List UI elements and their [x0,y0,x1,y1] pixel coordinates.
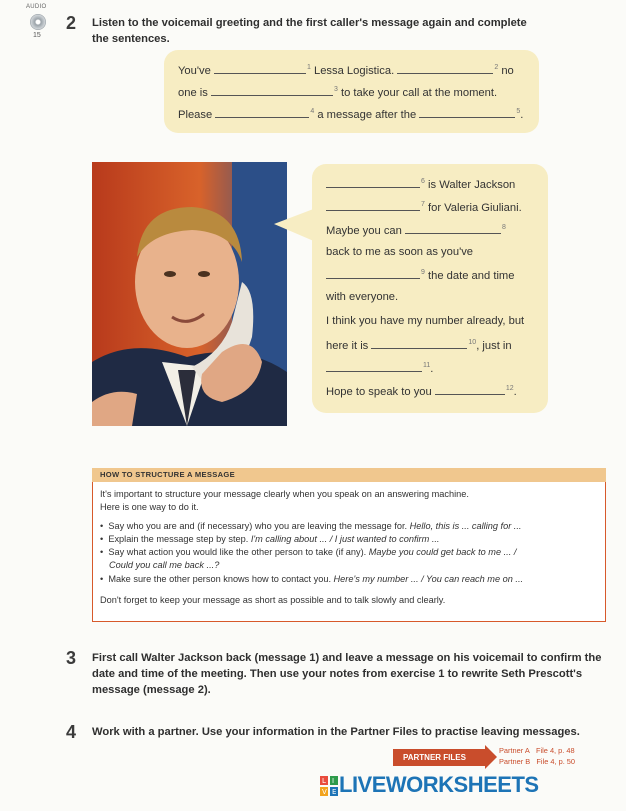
audio-track-number: 15 [33,32,41,39]
blank-7[interactable] [326,200,420,211]
blank-9[interactable] [326,268,420,279]
caller-message-bubble: $^6$ is Walter Jackson $^7$ for Valeria Giuliani. Maybe you can $^8$ back to me as soon as you've $^9$ the date and time with everyone. I think you have my number already, but here it is $^{10}$, just in $^{11}$. Hope to speak to you $^{12}$. [312,164,548,413]
blank-3[interactable] [211,85,333,96]
exercise-4-number: 4 [66,722,77,742]
svg-text:L: L [322,777,326,785]
greeting-bubble: You've $^1$ Lessa Logistica. $^2$ no one is $^3$ to take your call at the moment. Please $^4$ a message after the $^5$. [164,50,539,133]
how-to-bullet-3: • Say what action you would like the other person to take (if any). Maybe you could get back to me ... / [100,547,517,557]
cd-icon[interactable] [30,14,46,30]
partner-files-arrow-tip [485,745,497,769]
how-to-title: HOW TO STRUCTURE A MESSAGE [100,470,235,479]
svg-text:V: V [322,788,327,796]
svg-text:I: I [332,777,335,785]
businessman-on-phone-photo [92,162,287,426]
blank-4[interactable] [215,107,309,118]
exercise-3-instruction: First call Walter Jackson back (message 1) and leave a message on his voicemail to confirm the date and time of the meeting. Then use your notes from exercise 1 to rewrite Seth Prescott's message (message 2). [92,652,602,696]
blank-5[interactable] [419,107,515,118]
partner-a-ref: Partner A File 4, p. 48 [499,746,575,755]
blank-1[interactable] [214,63,306,74]
blank-12[interactable] [435,384,505,395]
speech-bubble-tail [274,208,316,242]
svg-text:E: E [332,788,337,796]
blank-10[interactable] [371,338,467,349]
partner-files-arrow: PARTNER FILES [393,749,485,766]
exercise-3-number: 3 [66,648,77,668]
how-to-bullet-3-cont: Could you call me back ...? [109,560,220,570]
how-to-intro-1: It's important to structure your message clearly when you speak on an answering machine. [100,489,469,499]
liveworksheets-brand[interactable]: LIVEWORKSHEETS [339,772,539,797]
how-to-bullet-2: • Explain the message step by step. I'm calling about ... / I just wanted to confirm ... [100,534,440,544]
audio-label: AUDIO [26,4,47,10]
how-to-outro: Don't forget to keep your message as short as possible and to talk slowly and clearly. [100,595,446,605]
how-to-bullet-4: • Make sure the other person knows how to contact you. Here's my number ... / You can reach me on ... [100,574,524,584]
blank-6[interactable] [326,177,420,188]
how-to-bullet-1: • Say who you are and (if necessary) who you are leaving the message for. Hello, this is ... calling for ... [100,521,522,531]
partner-b-ref: Partner B File 4, p. 50 [499,757,576,766]
exercise-2-number: 2 [66,13,77,33]
how-to-intro-2: Here is one way to do it. [100,502,199,512]
exercise-4-instruction: Work with a partner. Use your information in the Partner Files to practise leaving messages. [92,726,580,738]
exercise-2-instruction: Listen to the voicemail greeting and the first caller's message again and complete the sentences. [92,17,527,45]
blank-11[interactable] [326,361,422,372]
blank-2[interactable] [397,63,493,74]
blank-8[interactable] [405,223,501,234]
liveworksheets-logo-icon [320,776,338,801]
